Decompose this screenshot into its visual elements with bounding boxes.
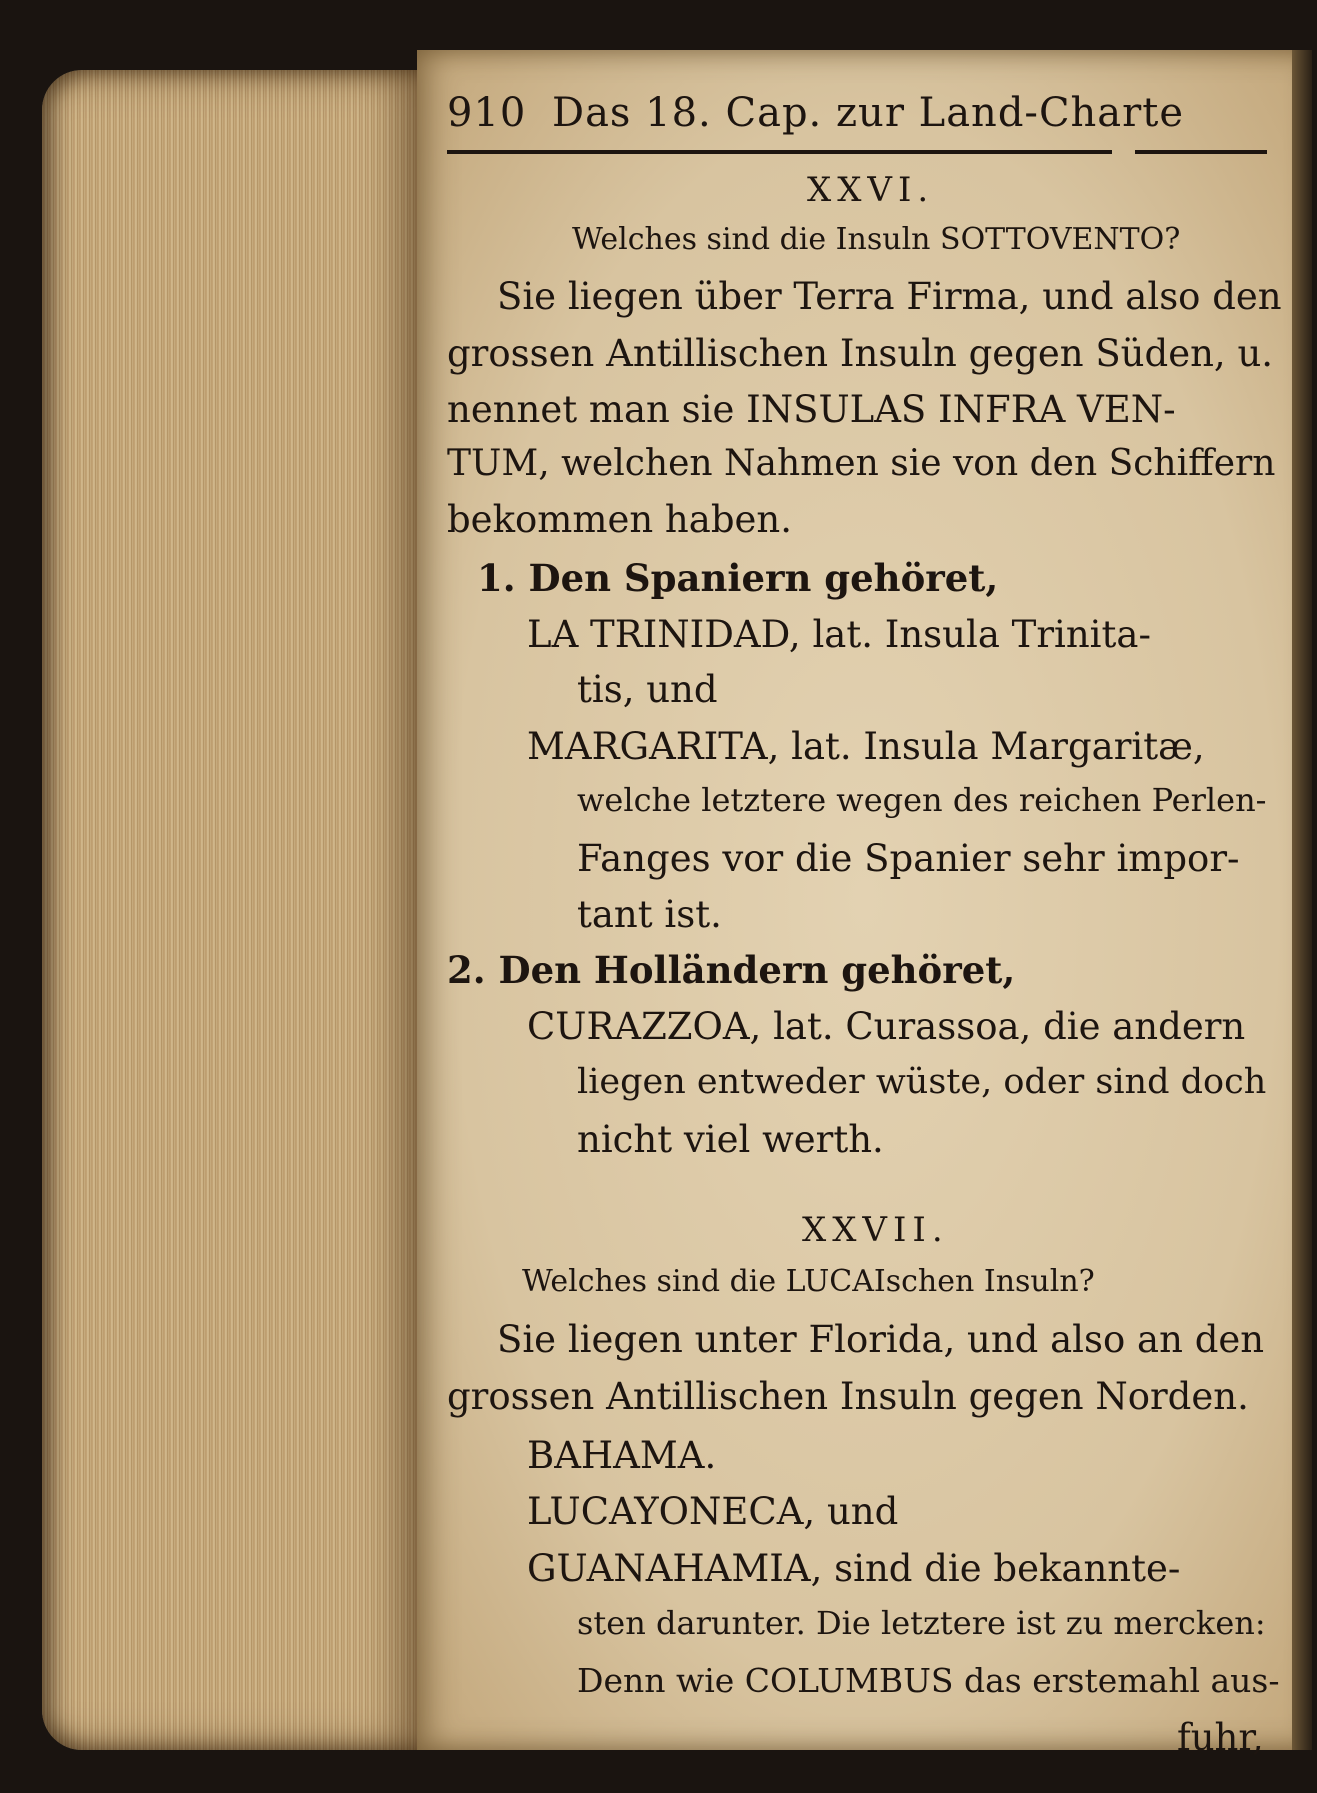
- header-rule-right: [1135, 150, 1267, 154]
- book-spine: [1292, 50, 1312, 1750]
- text-line: grossen Antillischen Insuln gegen Norden.: [447, 1375, 1249, 1418]
- section-numeral-xxvi: XXVI.: [807, 170, 935, 210]
- text-line: Denn wie COLUMBUS das erstemahl aus-: [577, 1661, 1280, 1700]
- page-number: 910: [447, 90, 527, 136]
- running-title: Das 18. Cap. zur Land-Charte: [552, 90, 1185, 136]
- text-line: sten darunter. Die letztere ist zu mercken:: [577, 1604, 1266, 1642]
- text-line: liegen entweder wüste, oder sind doch: [577, 1062, 1267, 1102]
- text-line: LA TRINIDAD, lat. Insula Trinita-: [527, 613, 1151, 656]
- text-line-heading: 2. Den Holländern gehöret,: [447, 948, 1016, 992]
- text-line: tant ist.: [577, 893, 722, 936]
- header-rule-left: [447, 150, 1112, 154]
- book-page: [417, 50, 1312, 1759]
- text-line: nennet man sie INSULAS INFRA VEN-: [447, 388, 1176, 431]
- text-line: bekommen haben.: [447, 498, 792, 541]
- text-line: BAHAMA.: [527, 1434, 717, 1477]
- text-line: Fanges vor die Spanier sehr impor-: [577, 837, 1240, 880]
- book: [22, 50, 1312, 1760]
- book-fore-edge: [42, 70, 422, 1750]
- text-line: grossen Antillischen Insuln gegen Süden, u.: [447, 332, 1274, 375]
- text-line: LUCAYONECA, und: [527, 1490, 899, 1533]
- section-numeral-xxvii: XXVII.: [802, 1210, 949, 1250]
- text-line-heading: 1. Den Spaniern gehöret,: [477, 556, 999, 600]
- section-question-xxvi: Welches sind die Insuln SOTTOVENTO?: [572, 222, 1181, 257]
- text-line: tis, und: [577, 668, 718, 711]
- text-line: Sie liegen über Terra Firma, und also den: [497, 275, 1282, 318]
- text-line: GUANAHAMIA, sind die bekannte-: [527, 1547, 1181, 1590]
- text-line: CURAZZOA, lat. Curassoa, die andern: [527, 1005, 1246, 1048]
- text-line: TUM, welchen Nahmen sie von den Schiffern: [447, 443, 1276, 484]
- text-line: nicht viel werth.: [577, 1118, 884, 1161]
- text-line: Sie liegen unter Florida, und also an den: [497, 1318, 1265, 1361]
- section-question-xxvii: Welches sind die LUCAIschen Insuln?: [522, 1264, 1095, 1299]
- text-line: welche letztere wegen des reichen Perlen-: [577, 781, 1267, 819]
- text-line: MARGARITA, lat. Insula Margaritæ,: [527, 725, 1205, 768]
- catchword: fuhr,: [1177, 1716, 1264, 1759]
